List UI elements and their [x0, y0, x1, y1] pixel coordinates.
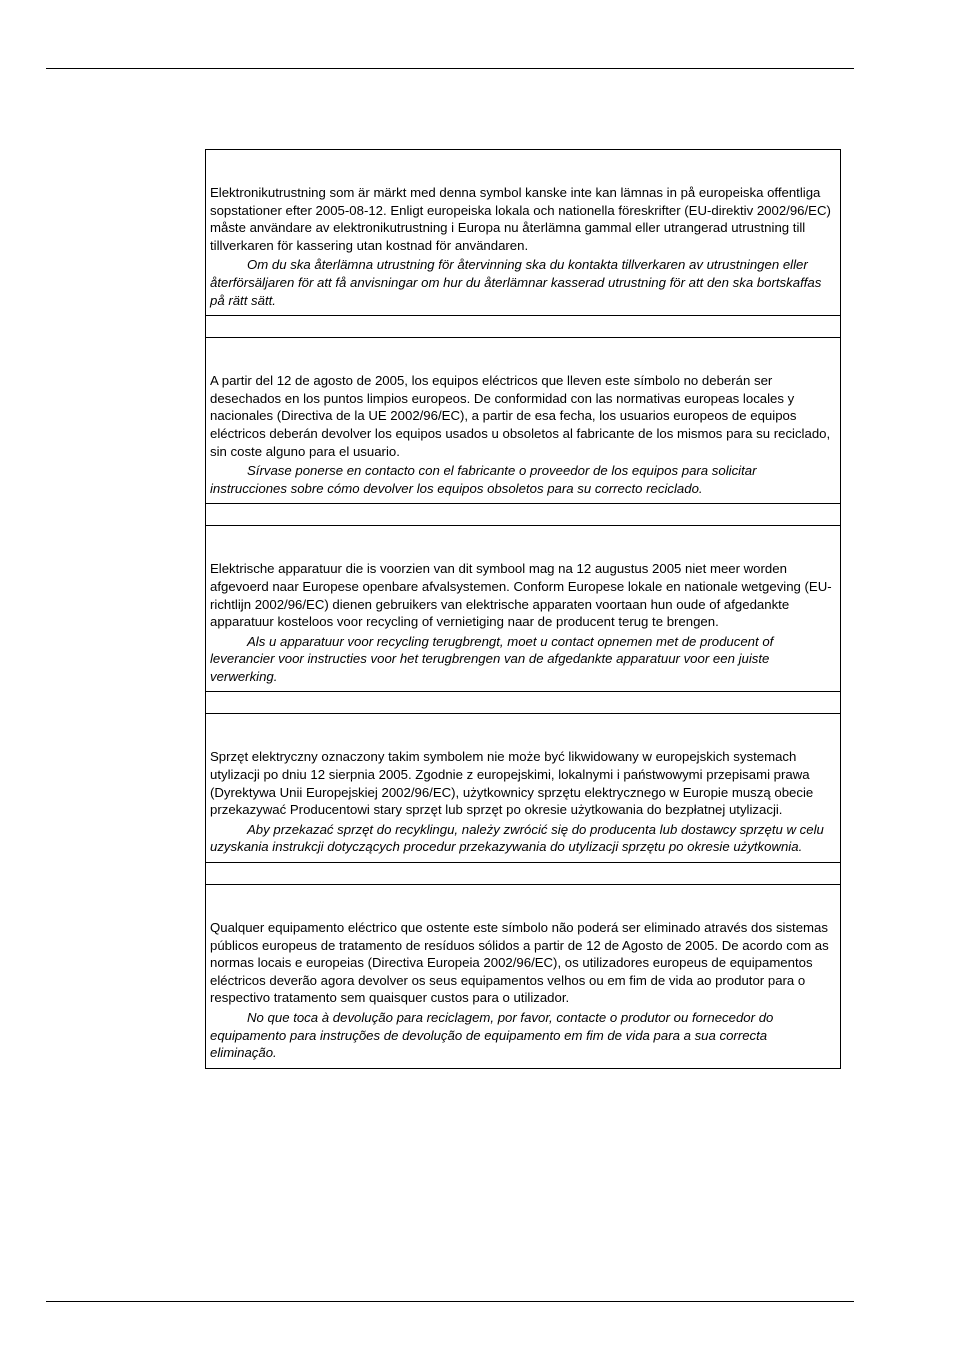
spacer-row	[206, 863, 841, 885]
notice-row-spanish	[206, 338, 841, 504]
notice-body: A partir del 12 de agosto de 2005, los equipos eléctricos que lleven este símbolo no deberán ser desechados en los puntos limpios europeos. De conformidad con las normativas europeas locales y nacionales (Directiva de la UE 2002/96/EC), a partir de esa fecha, los usuarios europeos de equipos eléctricos deberán devolver los equipos usados u obsoletos al fabricante de los mismos para su reciclado, sin coste alguno para el usuario.	[210, 373, 831, 459]
notice-cell	[206, 714, 841, 863]
notice-body: Sprzęt elektryczny oznaczony takim symbolem nie może być likwidowany w europejskich systemach utylizacji po dniu 12 sierpnia 2005. Zgodnie z europejskimi, lokalnymi i państwowymi przepisami prawa (Dyrektywa Unii Europejskiej 2002/96/EC), użytkownicy sprzętu elektrycznego w Europie muszą obecie przekazywać Producentowi stary sprzęt lub sprzęt po okresie użytkowania do bezpłatnej utylizacji.	[210, 749, 814, 818]
notice-row-portuguese	[206, 885, 841, 1069]
notice-cell	[206, 526, 841, 692]
weee-notice-table	[205, 149, 841, 1069]
spacer-row	[206, 316, 841, 338]
header-rule	[46, 68, 854, 69]
notice-cell	[206, 338, 841, 504]
spacer-row	[206, 504, 841, 526]
notice-body: Elektronikutrustning som är märkt med denna symbol kanske inte kan lämnas in på europeiska offentliga sopstationer efter 2005-08-12. Enligt europeiska lokala och nationella föreskrifter (EU-direktiv 2002/96/EC) måste användare av elektronikutrustning i Europa nu återlämna gammal eller utrangerad utrustning till tillverkaren för kassering utan kostnad för användaren.	[210, 185, 831, 253]
spacer-cell	[206, 863, 841, 885]
notice-row-swedish	[206, 150, 841, 316]
notice-row-dutch	[206, 526, 841, 692]
notice-note: Om du ska återlämna utrustning för återvinning ska du kontakta tillverkaren av utrustningen eller återförsäljaren för att få anvisningar om hur du återlämnar kasserad utrustning för att den ska bortskaffas på rätt sätt.	[210, 257, 822, 308]
notice-cell	[206, 885, 841, 1069]
spacer-row	[206, 692, 841, 714]
spacer-cell	[206, 504, 841, 526]
notice-note: Aby przekazać sprzęt do recyklingu, należy zwrócić się do producenta lub dostawcy sprzętu w celu uzyskania instrukcji dotyczących procedur przekazywania do utylizacji sprzętu po okresie użytkownia.	[210, 821, 824, 855]
notice-note: Sírvase ponerse en contacto con el fabricante o proveedor de los equipos para solicitar instrucciones sobre cómo devolver los equipos obsoletos para su correcto reciclado.	[210, 463, 757, 496]
notice-note: Als u apparatuur voor recycling terugbrengt, moet u contact opnemen met de producent of leverancier voor instructies voor het terugbrengen van de afgedankte apparatuur voor een juiste verwerking.	[210, 633, 774, 684]
spacer-cell	[206, 316, 841, 338]
notice-body: Qualquer equipamento eléctrico que ostente este símbolo não poderá ser eliminado através dos sistemas públicos europeus de tratamento de resíduos sólidos a partir de 12 de Agosto de 2005. De acordo com as normas locais e europeias (Directiva Europeia 2002/96/EC), os utilizadores europeus de equipamentos eléctricos deverão agora devolver os seus equipamentos velhos ou em fim de vida ao produtor para o respectivo tratamento sem quaisquer custos para o utilizador.	[210, 920, 829, 1006]
footer-rule	[46, 1301, 854, 1302]
notice-note: No que toca à devolução para reciclagem, por favor, contacte o produtor ou fornecedor do equipamento para instruções de devolução de equipamento em fim de vida para a sua correcta eliminação.	[210, 1010, 774, 1061]
spacer-cell	[206, 692, 841, 714]
notice-body: Elektrische apparatuur die is voorzien van dit symbool mag na 12 augustus 2005 niet meer worden afgevoerd naar Europese openbare afvalsystemen. Conform Europese lokale en nationale wetgeving (EU-richtlijn 2002/96/EC) dienen gebruikers van elektrische apparaten voortaan hun oude of afgedankte apparatuur kosteloos voor recycling of vernietiging naar de producent terug te brengen.	[210, 561, 832, 630]
notice-cell	[206, 150, 841, 316]
notice-row-polish	[206, 714, 841, 863]
